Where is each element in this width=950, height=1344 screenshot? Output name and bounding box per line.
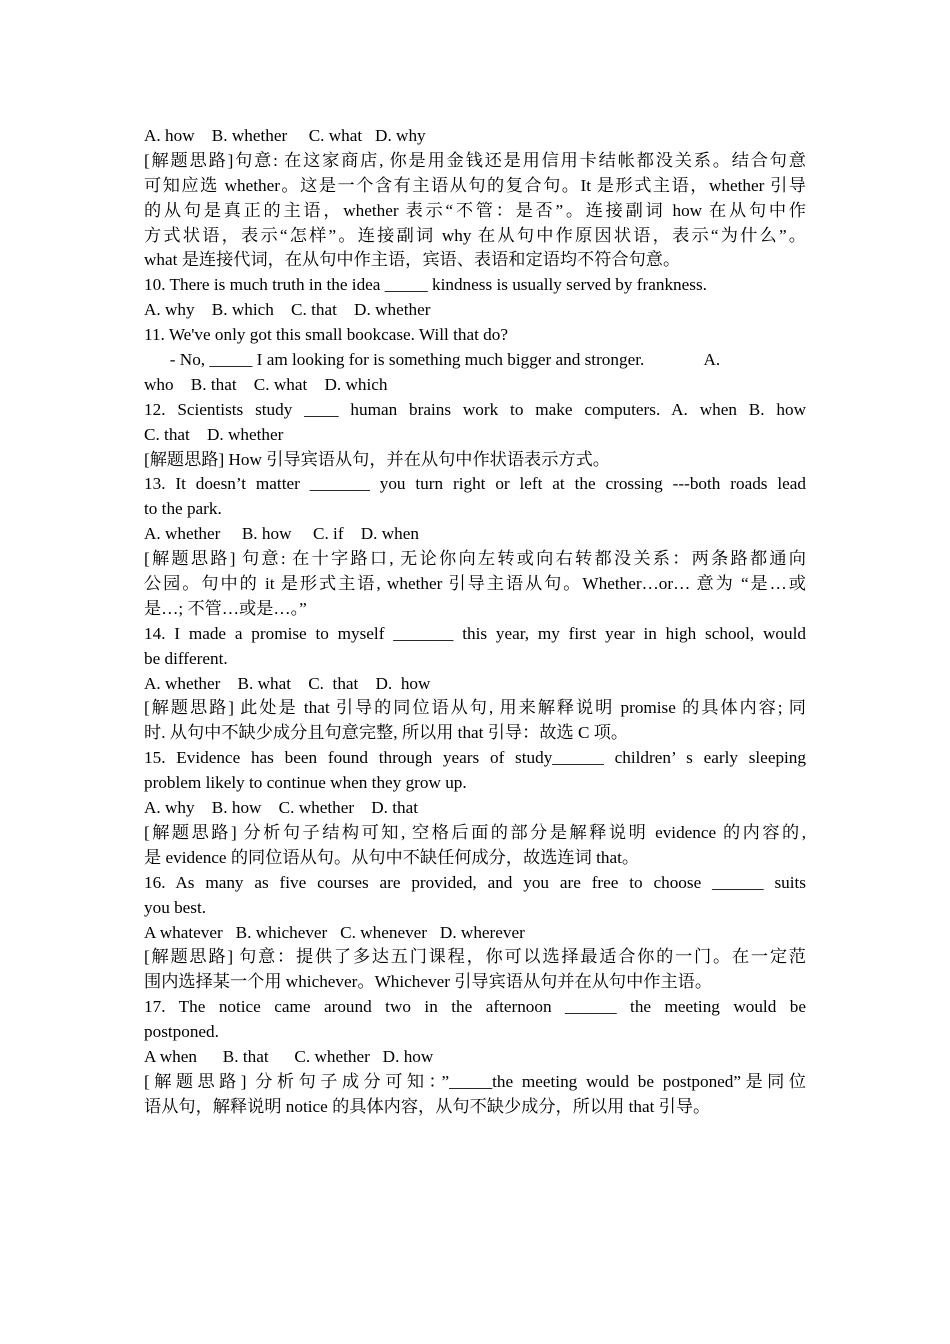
text-line: 方式状语，表示“怎样”。连接副词 why 在从句中作原因状语，表示“为什么”。	[144, 225, 806, 245]
text-line: [解题思路] 句意: 在十字路口, 无论你向左转或向右转都没关系：两条路都通向	[144, 549, 806, 569]
text-line: who B. that C. what D. which	[144, 374, 388, 394]
text-line: to the park.	[144, 499, 222, 519]
text-line: 的从句是真正的主语，whether 表示“不管：是否”。连接副词 how 在从句中作	[144, 200, 806, 220]
text-line: 10. There is much truth in the idea _____ kindness is usually served by frankness.	[144, 275, 707, 295]
text-line: be different.	[144, 648, 228, 668]
text-line: [解题思路] 分析句子成分可知：”_____the meeting would be postponed”是同位	[144, 1071, 806, 1091]
text-line: 11. We've only got this small bookcase. Will that do?	[144, 325, 508, 345]
text-line: A. why B. how C. whether D. that	[144, 798, 419, 818]
text-line: 13. It doesn’t matter _______ you turn right or left at the crossing ---both roads lead	[144, 474, 806, 494]
text-line: A. whether B. how C. if D. when	[144, 524, 419, 544]
text-line: 是…; 不管…或是…。”	[144, 598, 307, 618]
text-line: [解题思路] How 引导宾语从句，并在从句中作状语表示方式。	[144, 449, 610, 469]
text-line: A when B. that C. whether D. how	[144, 1046, 434, 1066]
text-line: 12. Scientists study ____ human brains work to make computers. A. when B. how	[144, 399, 806, 419]
text-line: you best.	[144, 897, 207, 917]
text-line: 14. I made a promise to myself _______ this year, my first year in high school, would	[144, 623, 806, 643]
document-page	[144, 124, 806, 1120]
text-line: problem likely to continue when they grow up.	[144, 773, 467, 793]
text-line: 16. As many as five courses are provided, and you are free to choose ______ suits	[144, 872, 806, 892]
text-line: what 是连接代词，在从句中作主语，宾语、表语和定语均不符合句意。	[144, 250, 681, 270]
text-line: A. how B. whether C. what D. why	[144, 126, 426, 145]
text-line: 公园。句中的 it 是形式主语, whether 引导主语从句。Whether…or… 意为 “是…或	[144, 574, 806, 594]
text-line: 是 evidence 的同位语从句。从句中不缺任何成分，故选连词 that。	[144, 847, 640, 867]
text-line: 围内选择某一个用 whichever。Whichever 引导宾语从句并在从句中作主语。	[144, 972, 713, 992]
text-line: 时. 从句中不缺少成分且句意完整, 所以用 that 引导：故选 C 项。	[144, 723, 629, 743]
text-line: 15. Evidence has been found through years of study______ children’ s early sleeping	[144, 748, 806, 768]
text-line: [解题思路] 分析句子结构可知, 空格后面的部分是解释说明 evidence 的内容的,	[144, 822, 806, 842]
text-line: [解题思路]句意: 在这家商店, 你是用金钱还是用信用卡结帐都没关系。结合句意	[144, 150, 806, 170]
text-line: 可知应选 whether。这是一个含有主语从句的复合句。It 是形式主语，whether 引导	[144, 175, 806, 195]
text-line: A. whether B. what C. that D. how	[144, 673, 431, 693]
text-line: A whatever B. whichever C. whenever D. wherever	[144, 922, 525, 942]
text-line: [解题思路] 句意：提供了多达五门课程，你可以选择最适合你的一门。在一定范	[144, 947, 806, 967]
text-line: postponed.	[144, 1022, 219, 1042]
text-line: C. that D. whether	[144, 424, 284, 444]
text-line: 语从句，解释说明 notice 的具体内容，从句不缺少成分，所以用 that 引导。	[144, 1096, 711, 1116]
text-line: A. why B. which C. that D. whether	[144, 300, 431, 320]
text-line: [解题思路] 此处是 that 引导的同位语从句, 用来解释说明 promise 的具体内容; 同	[144, 698, 806, 718]
text-line: - No, _____ I am looking for is something much bigger and stronger. A.	[144, 350, 721, 370]
text-line: 17. The notice came around two in the afternoon ______ the meeting would be	[144, 997, 806, 1017]
